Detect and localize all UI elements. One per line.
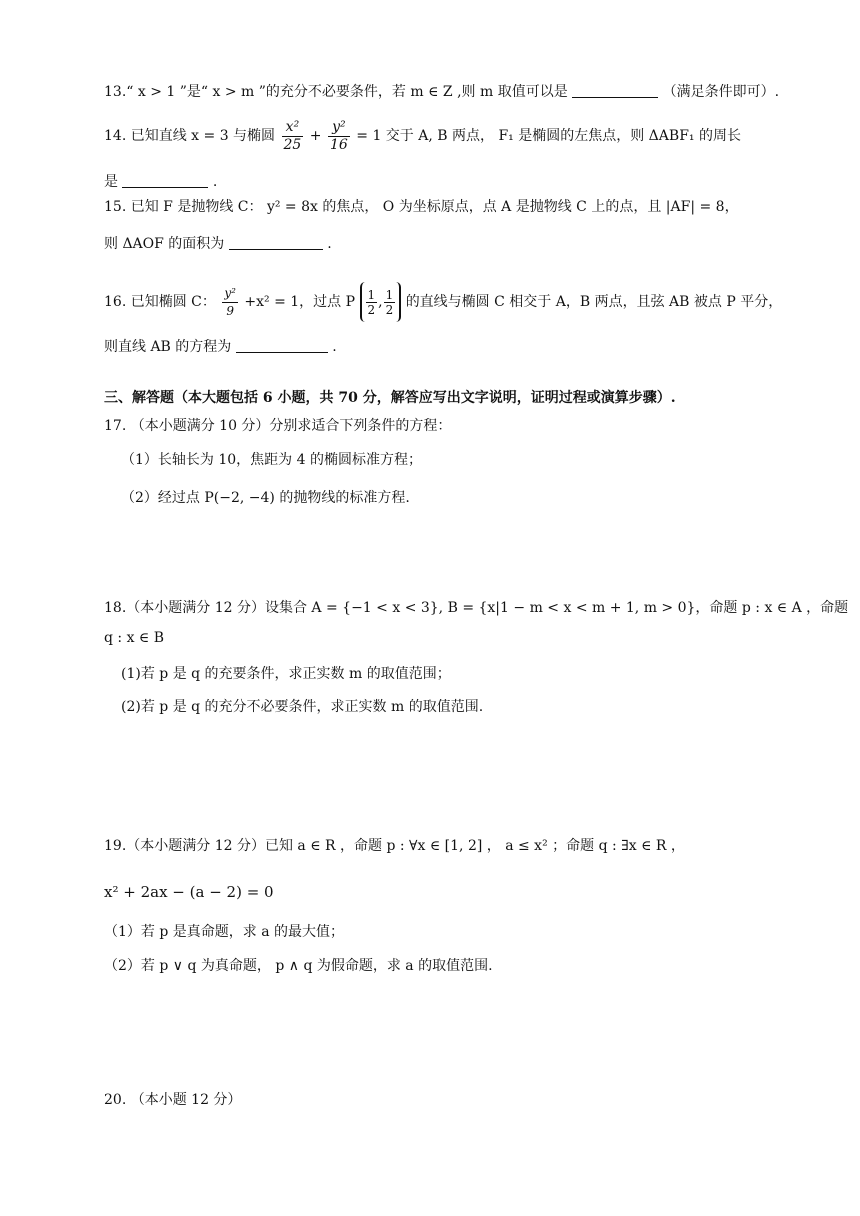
question-19-part2 [104, 956, 493, 976]
q14-frac2-den: 16 [329, 136, 348, 153]
question-14-line2 [104, 172, 217, 192]
question-15 [104, 197, 739, 217]
q16-p-frac2 [384, 288, 396, 317]
q14-post: = 1 交于 A, B 两点， F₁ 是椭圆的左焦点，则 ΔABF₁ 的周长 [356, 128, 741, 144]
question-16 [104, 282, 782, 322]
q14-fraction-x [282, 119, 304, 154]
q14-frac1-den: 25 [283, 136, 302, 153]
q16-line2-end: . [332, 339, 337, 355]
q17-p2: （2）经过点 P(−2, −4) 的抛物线的标准方程. [121, 490, 410, 506]
q15-line1: 15. 已知 F 是抛物线 C： y² = 8x 的焦点， O 为坐标原点，点 A 是抛物线 C 上的点，且 |AF| = 8， [104, 199, 739, 215]
question-17 [104, 416, 451, 436]
question-20 [104, 1090, 241, 1110]
q18-p1: (1)若 p 是 q 的充要条件，求正实数 m 的取值范围； [121, 666, 451, 682]
question-19-part1 [104, 922, 344, 942]
q18-head2: q : x ∈ B [104, 630, 165, 646]
question-14 [104, 116, 741, 156]
q16-post: 的直线与椭圆 C 相交于 A，B 两点，且弦 AB 被点 P 平分， [405, 294, 783, 310]
q16-p-comma: , [378, 294, 383, 310]
q14-pre: 14. 已知直线 x = 3 与椭圆 [104, 128, 276, 144]
q14-frac2-num: y² [328, 119, 350, 137]
q16-mid: +x² = 1，过点 P [244, 294, 356, 310]
q14-plus: + [309, 128, 322, 144]
q14-line2: 是 [104, 174, 118, 190]
q19-head: 19.（本小题满分 12 分）已知 a ∈ R ，命题 p : ∀x ∈ [1, 2] ， a ≤ x² ；命题 q : ∃x ∈ R ， [104, 838, 685, 854]
q16-p-num1: 1 [367, 287, 376, 302]
q18-head: 18.（本小题满分 12 分）设集合 A = {−1 < x < 3}, B = {x|1 − m < x < m + 1, m > 0}，命题 p : x ∈ A ，命题 [104, 600, 849, 616]
question-18-part2 [121, 697, 483, 717]
q16-line2: 则直线 AB 的方程为 [104, 339, 232, 355]
q16-frac-den: 9 [226, 303, 234, 318]
question-18-line2 [104, 628, 164, 648]
question-16-line2 [104, 337, 337, 357]
q14-line2-end: . [212, 174, 218, 190]
q16-p-den1: 2 [367, 302, 376, 317]
q16-pre: 16. 已知椭圆 C： [104, 294, 216, 310]
q19-head2: x² + 2ax − (a − 2) = 0 [104, 883, 274, 901]
q16-frac-num: y² [222, 285, 238, 303]
q14-answer-blank[interactable] [122, 173, 208, 188]
q15-answer-blank[interactable] [229, 235, 323, 250]
question-19-line2 [104, 882, 274, 902]
q14-frac1-num: x² [282, 119, 304, 137]
q18-p2: (2)若 p 是 q 的充分不必要条件，求正实数 m 的取值范围. [121, 699, 484, 715]
section-3-title-text: 三、解答题（本大题包括 6 小题，共 70 分，解答应写出文字说明，证明过程或演算步骤）. [104, 390, 676, 406]
q19-p1: （1）若 p 是真命题，求 a 的最大值； [104, 924, 345, 940]
question-18-part1 [121, 664, 451, 684]
q15-line2-end: . [327, 236, 332, 252]
q16-fraction [222, 285, 238, 320]
question-17-part2 [121, 488, 410, 508]
q16-p-num2: 1 [385, 287, 394, 302]
q13-text: 13.“ x > 1 ”是“ x > m ”的充分不必要条件，若 m ∈ Z ,则 m 取值可以是 [104, 84, 568, 100]
q17-head: 17. （本小题满分 10 分）分别求适合下列条件的方程： [104, 418, 452, 434]
question-15-line2 [104, 234, 332, 254]
question-17-part1 [121, 450, 422, 470]
question-19 [104, 836, 685, 856]
q15-line2: 则 ΔAOF 的面积为 [104, 236, 225, 252]
q16-p-frac1 [366, 288, 378, 317]
q13-tail: （满足条件即可）. [662, 84, 780, 100]
q19-p2: （2）若 p ∨ q 为真命题， p ∧ q 为假命题，求 a 的取值范围. [104, 958, 493, 974]
q13-answer-blank[interactable] [572, 83, 658, 98]
question-13 [104, 82, 779, 102]
q16-answer-blank[interactable] [236, 338, 328, 353]
section-3-title [104, 388, 676, 408]
q16-p-den2: 2 [385, 302, 394, 317]
q14-fraction-y [328, 119, 350, 154]
q20-head: 20. （本小题 12 分） [104, 1092, 242, 1108]
question-18 [104, 598, 848, 618]
q16-point-p [360, 282, 402, 322]
q17-p1: （1）长轴长为 10，焦距为 4 的椭圆标准方程； [121, 452, 422, 468]
